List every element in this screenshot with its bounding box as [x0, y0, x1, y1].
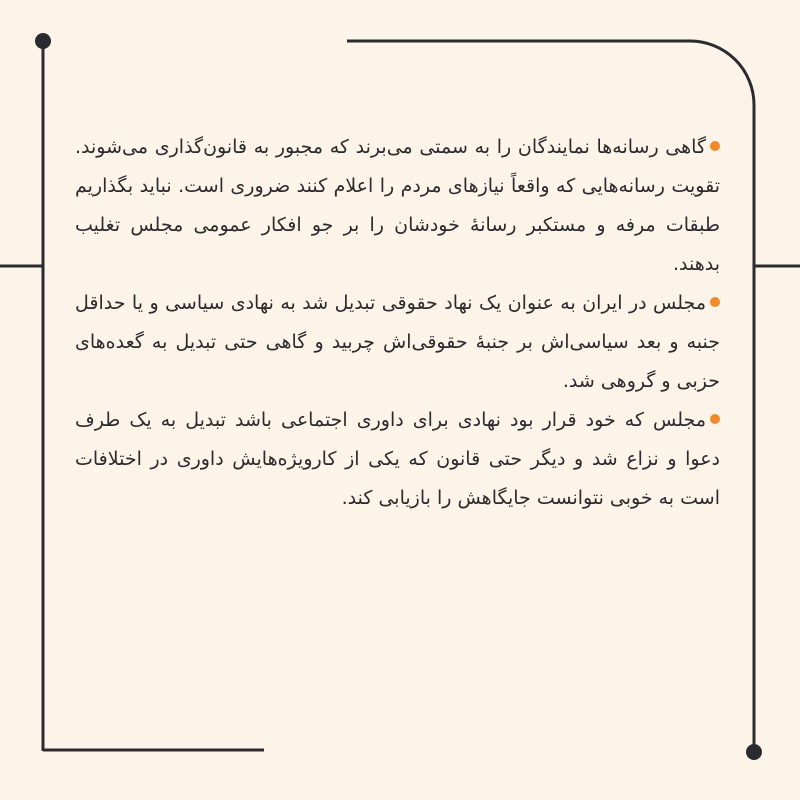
orange-dot-icon	[710, 297, 720, 307]
paragraph-3	[75, 401, 720, 518]
paragraph-text: مجلس در ایران به عنوان یک نهاد حقوقی تبدیل شد به نهادی سیاسی و یا حداقل جنبه و بعد سیاسی‌اش بر جنبهٔ حقوقی‌اش چربید و گاهی حتی تبدیل به گعده‌های حزبی و گروهی شد.	[75, 292, 720, 392]
orange-dot-icon	[710, 414, 720, 424]
paragraph-1	[75, 128, 720, 284]
paragraph-2	[75, 284, 720, 401]
text-block	[75, 128, 720, 518]
bottom-right-dot	[746, 744, 762, 760]
orange-dot-icon	[710, 141, 720, 151]
paragraph-text: گاهی رسانه‌ها نمایندگان را به سمتی می‌برند که مجبور به قانون‌گذاری می‌شوند. تقویت رسانه‌هایی که واقعاً نیازهای مردم را اعلام کنند ضروری است. نباید بگذاریم طبقات مرفه و مستکبر رسانهٔ خودشان را بر جو افکار عمومی مجلس تغلیب بدهند.	[75, 136, 720, 275]
paragraph-text: مجلس که خود قرار بود نهادی برای داوری اجتماعی باشد تبدیل به یک طرف دعوا و نزاع شد و دیگر حتی قانون که یکی از کارویژه‌هایش داوری در اختلافات است به خوبی نتوانست جایگاهش را بازیابی کند.	[75, 409, 720, 509]
